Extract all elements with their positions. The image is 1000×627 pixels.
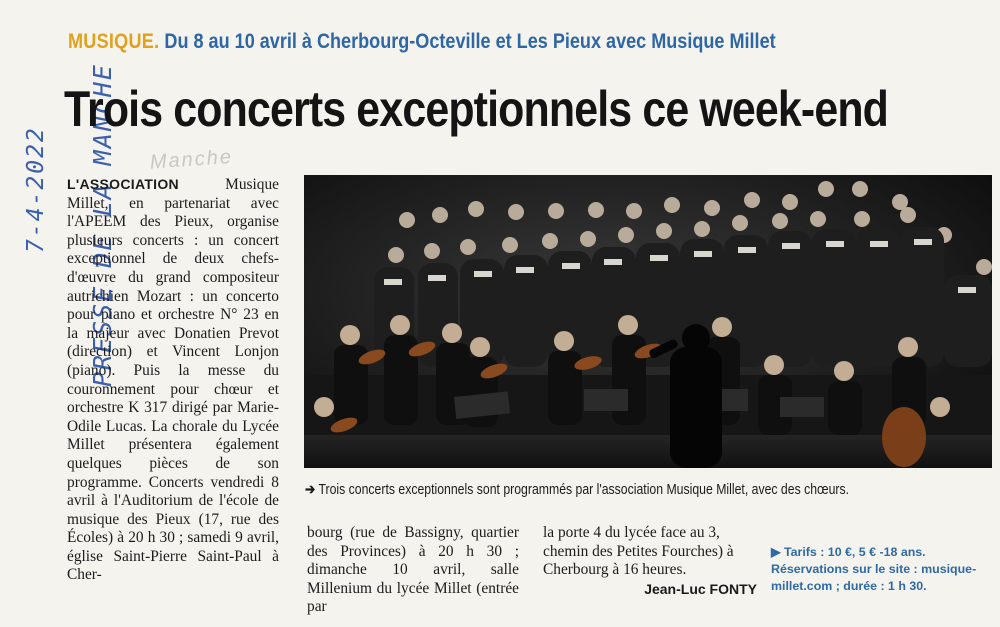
photo-caption [305, 481, 885, 498]
faded-stamp: Manche [149, 145, 234, 174]
article-column-3: la porte 4 du lycée face au 3, chemin des Petites Fourches) à Cherbourg à 16 heures. [543, 524, 734, 579]
article-column-1-text: Musique Millet, en partenariat avec l'APEEM des Pieux, organise plusieurs concerts : un concert exceptionnel de deux chefs-d'œuvre du grand compositeur autrichien Mozart : un concerto pour piano et orchestre N° 23 en la majeur avec Donatien Prevot (direction) et Vincent Lonjon (piano). Puis la messe du couronnement pour chœur et orchestre K 317 dirigé par Marie-Odile Lucas. La chorale du Lycée Millet présentera également quelques pièces de son programme. Concerts vendredi 8 avril à l'Auditorium de l'école de musique des Pieux (17, rue des Écoles) à 20 h 30 ; samedi 9 avril, église Saint-Pierre Saint-Paul à Cher- [67, 176, 279, 584]
caption-arrow-icon: ➔ [305, 482, 316, 498]
handwritten-source-note: PRESSE DE LA MANCHE [88, 63, 117, 387]
kicker-subtitle: Du 8 au 10 avril à Cherbourg-Octeville et Les Pieux avec Musique Millet [164, 30, 776, 53]
article-headline: Trois concerts exceptionnels ce week-end [64, 81, 889, 137]
kicker-category: MUSIQUE. [68, 30, 160, 53]
ticket-info-text: Tarifs : 10 €, 5 € -18 ans. Réservations sur le site : musique-millet.com ; durée : 1 h 30. [771, 545, 977, 593]
handwritten-date-note: 7-4-2022 [23, 126, 49, 253]
concert-photo-image [304, 175, 992, 468]
ticket-info-box [771, 544, 996, 595]
article-column-2: bourg (rue de Bassigny, quartier des Provinces) à 20 h 30 ; dimanche 10 avril, salle Millenium du lycée Millet (entrée par [307, 524, 519, 616]
caption-text: Trois concerts exceptionnels sont programmés par l'association Musique Millet, avec des chœurs. [315, 482, 850, 498]
article-lead-word: L'ASSOCIATION [67, 176, 179, 192]
info-marker-icon: ▶ [771, 545, 781, 559]
concert-photo [304, 175, 992, 468]
article-byline: Jean-Luc FONTY [644, 581, 757, 597]
article-column-1 [67, 175, 279, 585]
article-kicker [68, 30, 776, 54]
